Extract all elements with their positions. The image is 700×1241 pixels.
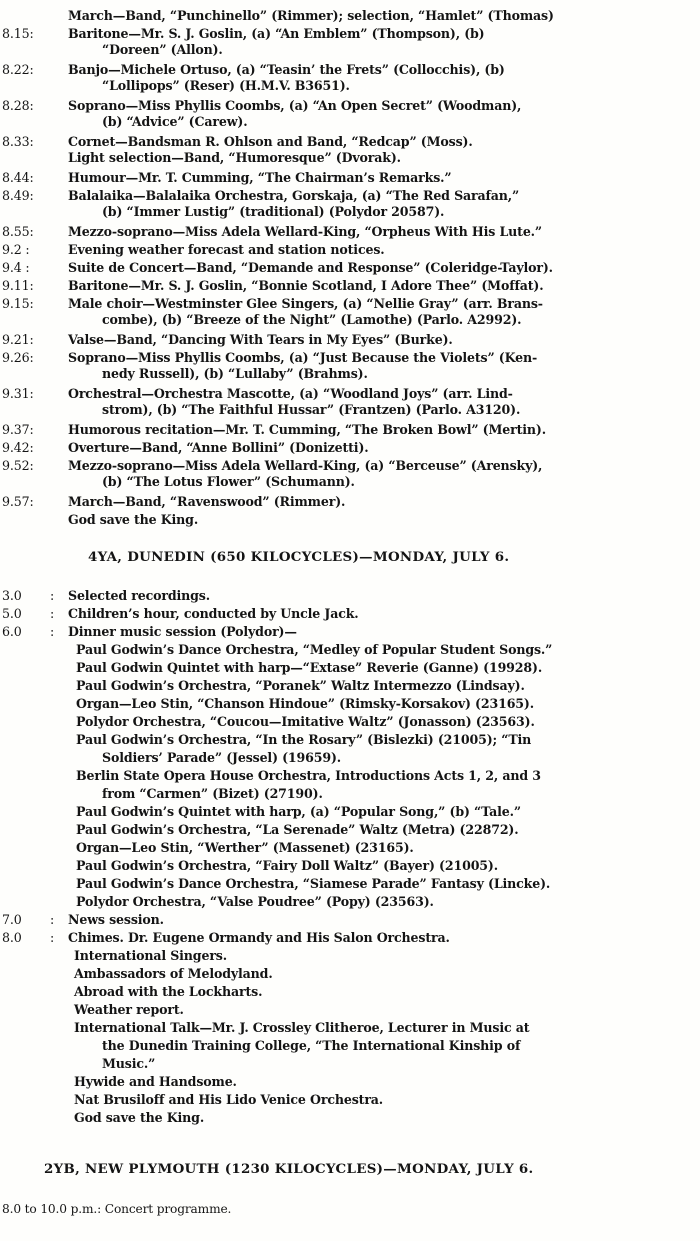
- time-label: 8.22:: [2, 62, 34, 77]
- time-label: 8.44:: [2, 170, 34, 185]
- program-line: (b) “Immer Lustig” (traditional) (Polydor 20587).: [102, 204, 445, 219]
- program-line: Children’s hour, conducted by Uncle Jack.: [68, 606, 359, 621]
- dinner-music-item: Polydor Orchestra, “Coucou—Imitative Waltz” (Jonasson) (23563).: [76, 714, 535, 729]
- program-item: Ambassadors of Melodyland.: [74, 966, 273, 981]
- dinner-music-item: Paul Godwin’s Orchestra, “In the Rosary” (Bislezki) (21005); “Tin: [76, 732, 532, 747]
- dinner-music-item: Paul Godwin Quintet with harp—“Extase” Reverie (Ganne) (19928).: [76, 660, 543, 675]
- time-label: 9.52:: [2, 458, 34, 473]
- time-separator: :: [50, 606, 55, 621]
- program-line: Male choir—Westminster Glee Singers, (a) “Nellie Gray” (arr. Brans-: [68, 296, 543, 311]
- program-item: International Singers.: [74, 948, 227, 963]
- program-item: Music.”: [102, 1056, 156, 1071]
- program-line: (b) “Advice” (Carew).: [102, 114, 248, 129]
- time-label: 5.0: [2, 606, 22, 621]
- concert-programme-line: 8.0 to 10.0 p.m.: Concert programme.: [2, 1202, 232, 1216]
- program-line: News session.: [68, 912, 164, 927]
- program-item: God save the King.: [74, 1110, 205, 1125]
- program-line: Balalaika—Balalaika Orchestra, Gorskaja, (a) “The Red Sarafan,”: [68, 188, 520, 203]
- time-label: 8.33:: [2, 134, 34, 149]
- program-line: Chimes. Dr. Eugene Ormandy and His Salon Orchestra.: [68, 930, 450, 945]
- program-line: March—Band, “Ravenswood” (Rimmer).: [68, 494, 346, 509]
- program-line: Valse—Band, “Dancing With Tears in My Eyes” (Burke).: [68, 332, 453, 347]
- program-line: Mezzo-soprano—Miss Adela Wellard-King, (a) “Berceuse” (Arensky),: [68, 458, 543, 473]
- dinner-music-item: Soldiers’ Parade” (Jessel) (19659).: [102, 750, 342, 765]
- dinner-music-item: Paul Godwin’s Orchestra, “Poranek” Waltz Intermezzo (Lindsay).: [76, 678, 525, 693]
- program-item: Abroad with the Lockharts.: [74, 984, 263, 999]
- time-label: 9.11:: [2, 278, 34, 293]
- program-line: God save the King.: [68, 512, 199, 527]
- program-line: Banjo—Michele Ortuso, (a) “Teasin’ the Frets” (Collocchis), (b): [68, 62, 505, 77]
- program-item: Nat Brusiloff and His Lido Venice Orchestra.: [74, 1092, 384, 1107]
- program-line: Evening weather forecast and station notices.: [68, 242, 385, 257]
- program-line: Humour—Mr. T. Cumming, “The Chairman’s Remarks.”: [68, 170, 452, 185]
- time-label: 7.0: [2, 912, 22, 927]
- dinner-music-item: Organ—Leo Stin, “Werther” (Massenet) (23165).: [76, 840, 414, 855]
- program-line: Overture—Band, “Anne Bollini” (Donizetti).: [68, 440, 369, 455]
- dinner-music-item: Berlin State Opera House Orchestra, Introductions Acts 1, 2, and 3: [76, 768, 541, 783]
- program-line: Humorous recitation—Mr. T. Cumming, “The Broken Bowl” (Mertin).: [68, 422, 546, 437]
- program-line: Soprano—Miss Phyllis Coombs, (a) “An Open Secret” (Woodman),: [68, 98, 522, 113]
- dinner-music-item: Paul Godwin’s Dance Orchestra, “Siamese Parade” Fantasy (Lincke).: [76, 876, 551, 891]
- program-line: combe), (b) “Breeze of the Night” (Lamothe) (Parlo. A2992).: [102, 312, 522, 327]
- time-label: 8.15:: [2, 26, 34, 41]
- program-line: Mezzo-soprano—Miss Adela Wellard-King, “Orpheus With His Lute.”: [68, 224, 543, 239]
- time-label: 8.49:: [2, 188, 34, 203]
- program-line: strom), (b) “The Faithful Hussar” (Frantzen) (Parlo. A3120).: [102, 402, 521, 417]
- dinner-music-item: Polydor Orchestra, “Valse Poudree” (Popy) (23563).: [76, 894, 434, 909]
- time-label: 9.2 :: [2, 242, 30, 257]
- program-line: Cornet—Bandsman R. Ohlson and Band, “Redcap” (Moss).: [68, 134, 473, 149]
- time-label: 9.42:: [2, 440, 34, 455]
- time-label: 9.31:: [2, 386, 34, 401]
- program-line: Light selection—Band, “Humoresque” (Dvorak).: [68, 150, 401, 165]
- time-label: 8.28:: [2, 98, 34, 113]
- time-label: 8.55:: [2, 224, 34, 239]
- dinner-music-item: Paul Godwin’s Orchestra, “La Serenade” Waltz (Metra) (22872).: [76, 822, 519, 837]
- program-line: nedy Russell), (b) “Lullaby” (Brahms).: [102, 366, 368, 381]
- time-label: 9.57:: [2, 494, 34, 509]
- time-label: 9.26:: [2, 350, 34, 365]
- dinner-music-item: Paul Godwin’s Orchestra, “Fairy Doll Waltz” (Bayer) (21005).: [76, 858, 498, 873]
- program-line: Suite de Concert—Band, “Demande and Response” (Coleridge-Taylor).: [68, 260, 553, 275]
- program-item: Weather report.: [74, 1002, 184, 1017]
- time-label: 9.15:: [2, 296, 34, 311]
- time-label: 9.4 :: [2, 260, 30, 275]
- program-line: Selected recordings.: [68, 588, 210, 603]
- program-item: International Talk—Mr. J. Crossley Clitheroe, Lecturer in Music at: [74, 1020, 530, 1035]
- program-line: “Doreen” (Allon).: [102, 42, 223, 57]
- time-label: 3.0: [2, 588, 22, 603]
- time-label: 9.21:: [2, 332, 34, 347]
- station-heading-2yb: 2YB, NEW PLYMOUTH (1230 KILOCYCLES)—MONDAY, JULY 6.: [44, 1161, 534, 1177]
- program-line: Orchestral—Orchestra Mascotte, (a) “Woodland Joys” (arr. Lind-: [68, 386, 513, 401]
- time-label: 8.0: [2, 930, 22, 945]
- dinner-music-item: Paul Godwin’s Quintet with harp, (a) “Popular Song,” (b) “Tale.”: [76, 804, 521, 819]
- program-item: the Dunedin Training College, “The International Kinship of: [102, 1038, 521, 1053]
- program-line: Soprano—Miss Phyllis Coombs, (a) “Just Because the Violets” (Ken-: [68, 350, 538, 365]
- time-separator: :: [50, 624, 55, 639]
- time-separator: :: [50, 912, 55, 927]
- program-line: Baritone—Mr. S. J. Goslin, (a) “An Emblem” (Thompson), (b): [68, 26, 485, 41]
- station-heading-4ya: 4YA, DUNEDIN (650 KILOCYCLES)—MONDAY, JULY 6.: [88, 549, 510, 565]
- time-separator: :: [50, 930, 55, 945]
- program-item: Hywide and Handsome.: [74, 1074, 237, 1089]
- program-line: Baritone—Mr. S. J. Goslin, “Bonnie Scotland, I Adore Thee” (Moffat).: [68, 278, 544, 293]
- time-separator: :: [50, 588, 55, 603]
- dinner-music-item: Paul Godwin’s Dance Orchestra, “Medley of Popular Student Songs.”: [76, 642, 553, 657]
- dinner-music-item: from “Carmen” (Bizet) (27190).: [102, 786, 323, 801]
- time-label: 6.0: [2, 624, 22, 639]
- program-line: (b) “The Lotus Flower” (Schumann).: [102, 474, 355, 489]
- dinner-music-item: Organ—Leo Stin, “Chanson Hindoue” (Rimsky-Korsakov) (23165).: [76, 696, 534, 711]
- program-line: March—Band, “Punchinello” (Rimmer); selection, “Hamlet” (Thomas): [68, 8, 554, 23]
- time-label: 9.37:: [2, 422, 34, 437]
- program-line: Dinner music session (Polydor)—: [68, 624, 297, 639]
- program-line: “Lollipops” (Reser) (H.M.V. B3651).: [102, 78, 350, 93]
